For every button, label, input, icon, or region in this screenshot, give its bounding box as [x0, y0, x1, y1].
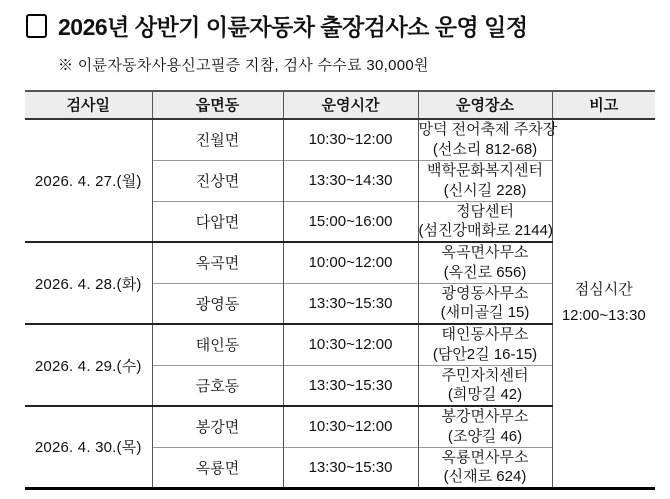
- time-cell: 13:30~15:30: [283, 447, 418, 488]
- remark-cell: [552, 119, 655, 488]
- place-address: (옥진로 656): [443, 263, 527, 281]
- place-name: 태인동사무소: [441, 326, 529, 344]
- place-cell: [418, 365, 552, 406]
- place-name: 옥곡면사무소: [441, 244, 529, 262]
- time-cell: 10:30~12:00: [283, 324, 418, 365]
- place-name: 광영동사무소: [441, 284, 529, 302]
- header-district: 읍면동: [152, 91, 283, 119]
- place-cell: [418, 119, 558, 160]
- inspection-date-cell: 2026. 4. 29.(수): [25, 324, 152, 406]
- place-address: (담안2길 16-15): [432, 345, 538, 363]
- place-cell: [418, 283, 552, 324]
- place-name: 정담센터: [456, 202, 514, 220]
- page-title-text: 2026년 상반기 이륜자동차 출장검사소 운영 일정: [58, 14, 528, 40]
- header-place: 운영장소: [418, 91, 552, 119]
- inspection-date-cell: 2026. 4. 28.(화): [25, 242, 152, 324]
- inspection-date-cell: 2026. 4. 30.(목): [25, 406, 152, 488]
- header-inspection-date: 검사일: [25, 91, 152, 119]
- header-remark: 비고: [552, 91, 655, 119]
- district-cell: 옥곡면: [152, 242, 283, 283]
- time-cell: 13:30~14:30: [283, 160, 418, 201]
- place-cell: [418, 201, 552, 242]
- place-address: (섬진강매화로 2144): [418, 222, 553, 240]
- time-cell: 10:00~12:00: [283, 242, 418, 283]
- place-cell: [418, 324, 552, 365]
- district-cell: 금호동: [152, 365, 283, 406]
- place-address: (선소리 812-68): [432, 140, 538, 158]
- schedule-table: [25, 90, 655, 490]
- table-header-row: [25, 91, 655, 119]
- fee-note: ※ 이륜자동차사용신고필증 지참, 검사 수수료 30,000원: [58, 57, 429, 74]
- district-cell: 진월면: [152, 119, 283, 160]
- place-address: (새미골길 15): [440, 304, 530, 322]
- time-cell: 13:30~15:30: [283, 365, 418, 406]
- remark-line-2: 12:00~13:30: [561, 307, 646, 325]
- place-name: 옥룡면사무소: [441, 448, 529, 466]
- place-name: 봉강면사무소: [441, 408, 529, 426]
- place-address: (조양길 46): [447, 427, 523, 445]
- header-time: 운영시간: [283, 91, 418, 119]
- place-name: 주민자치센터: [441, 366, 529, 384]
- place-address: (신시길 228): [443, 181, 527, 199]
- place-name: 백학문화복지센터: [427, 162, 543, 179]
- time-cell: 10:30~12:00: [283, 119, 418, 160]
- time-cell: 15:00~16:00: [283, 201, 418, 242]
- district-cell: 태인동: [152, 324, 283, 365]
- table-row: [25, 119, 655, 160]
- place-address: (신재로 624): [443, 468, 527, 485]
- page-title: [0, 0, 670, 42]
- district-cell: 옥룡면: [152, 447, 283, 488]
- place-cell: [418, 447, 552, 488]
- square-outline-icon: [26, 14, 47, 38]
- place-cell: [418, 160, 552, 201]
- inspection-date-cell: 2026. 4. 27.(월): [34, 173, 142, 190]
- district-cell: 광영동: [152, 283, 283, 324]
- place-cell: [418, 242, 552, 283]
- place-cell: [418, 406, 552, 447]
- remark-line-1: 점심시간: [574, 281, 633, 298]
- district-cell: 다압면: [152, 201, 283, 242]
- district-cell: 진상면: [152, 160, 283, 201]
- time-cell: 13:30~15:30: [283, 283, 418, 324]
- place-address: (희망길 42): [447, 386, 523, 404]
- time-cell: 10:30~12:00: [283, 406, 418, 447]
- district-cell: 봉강면: [152, 406, 283, 447]
- place-name: 망덕 전어축제 주차장: [418, 121, 558, 139]
